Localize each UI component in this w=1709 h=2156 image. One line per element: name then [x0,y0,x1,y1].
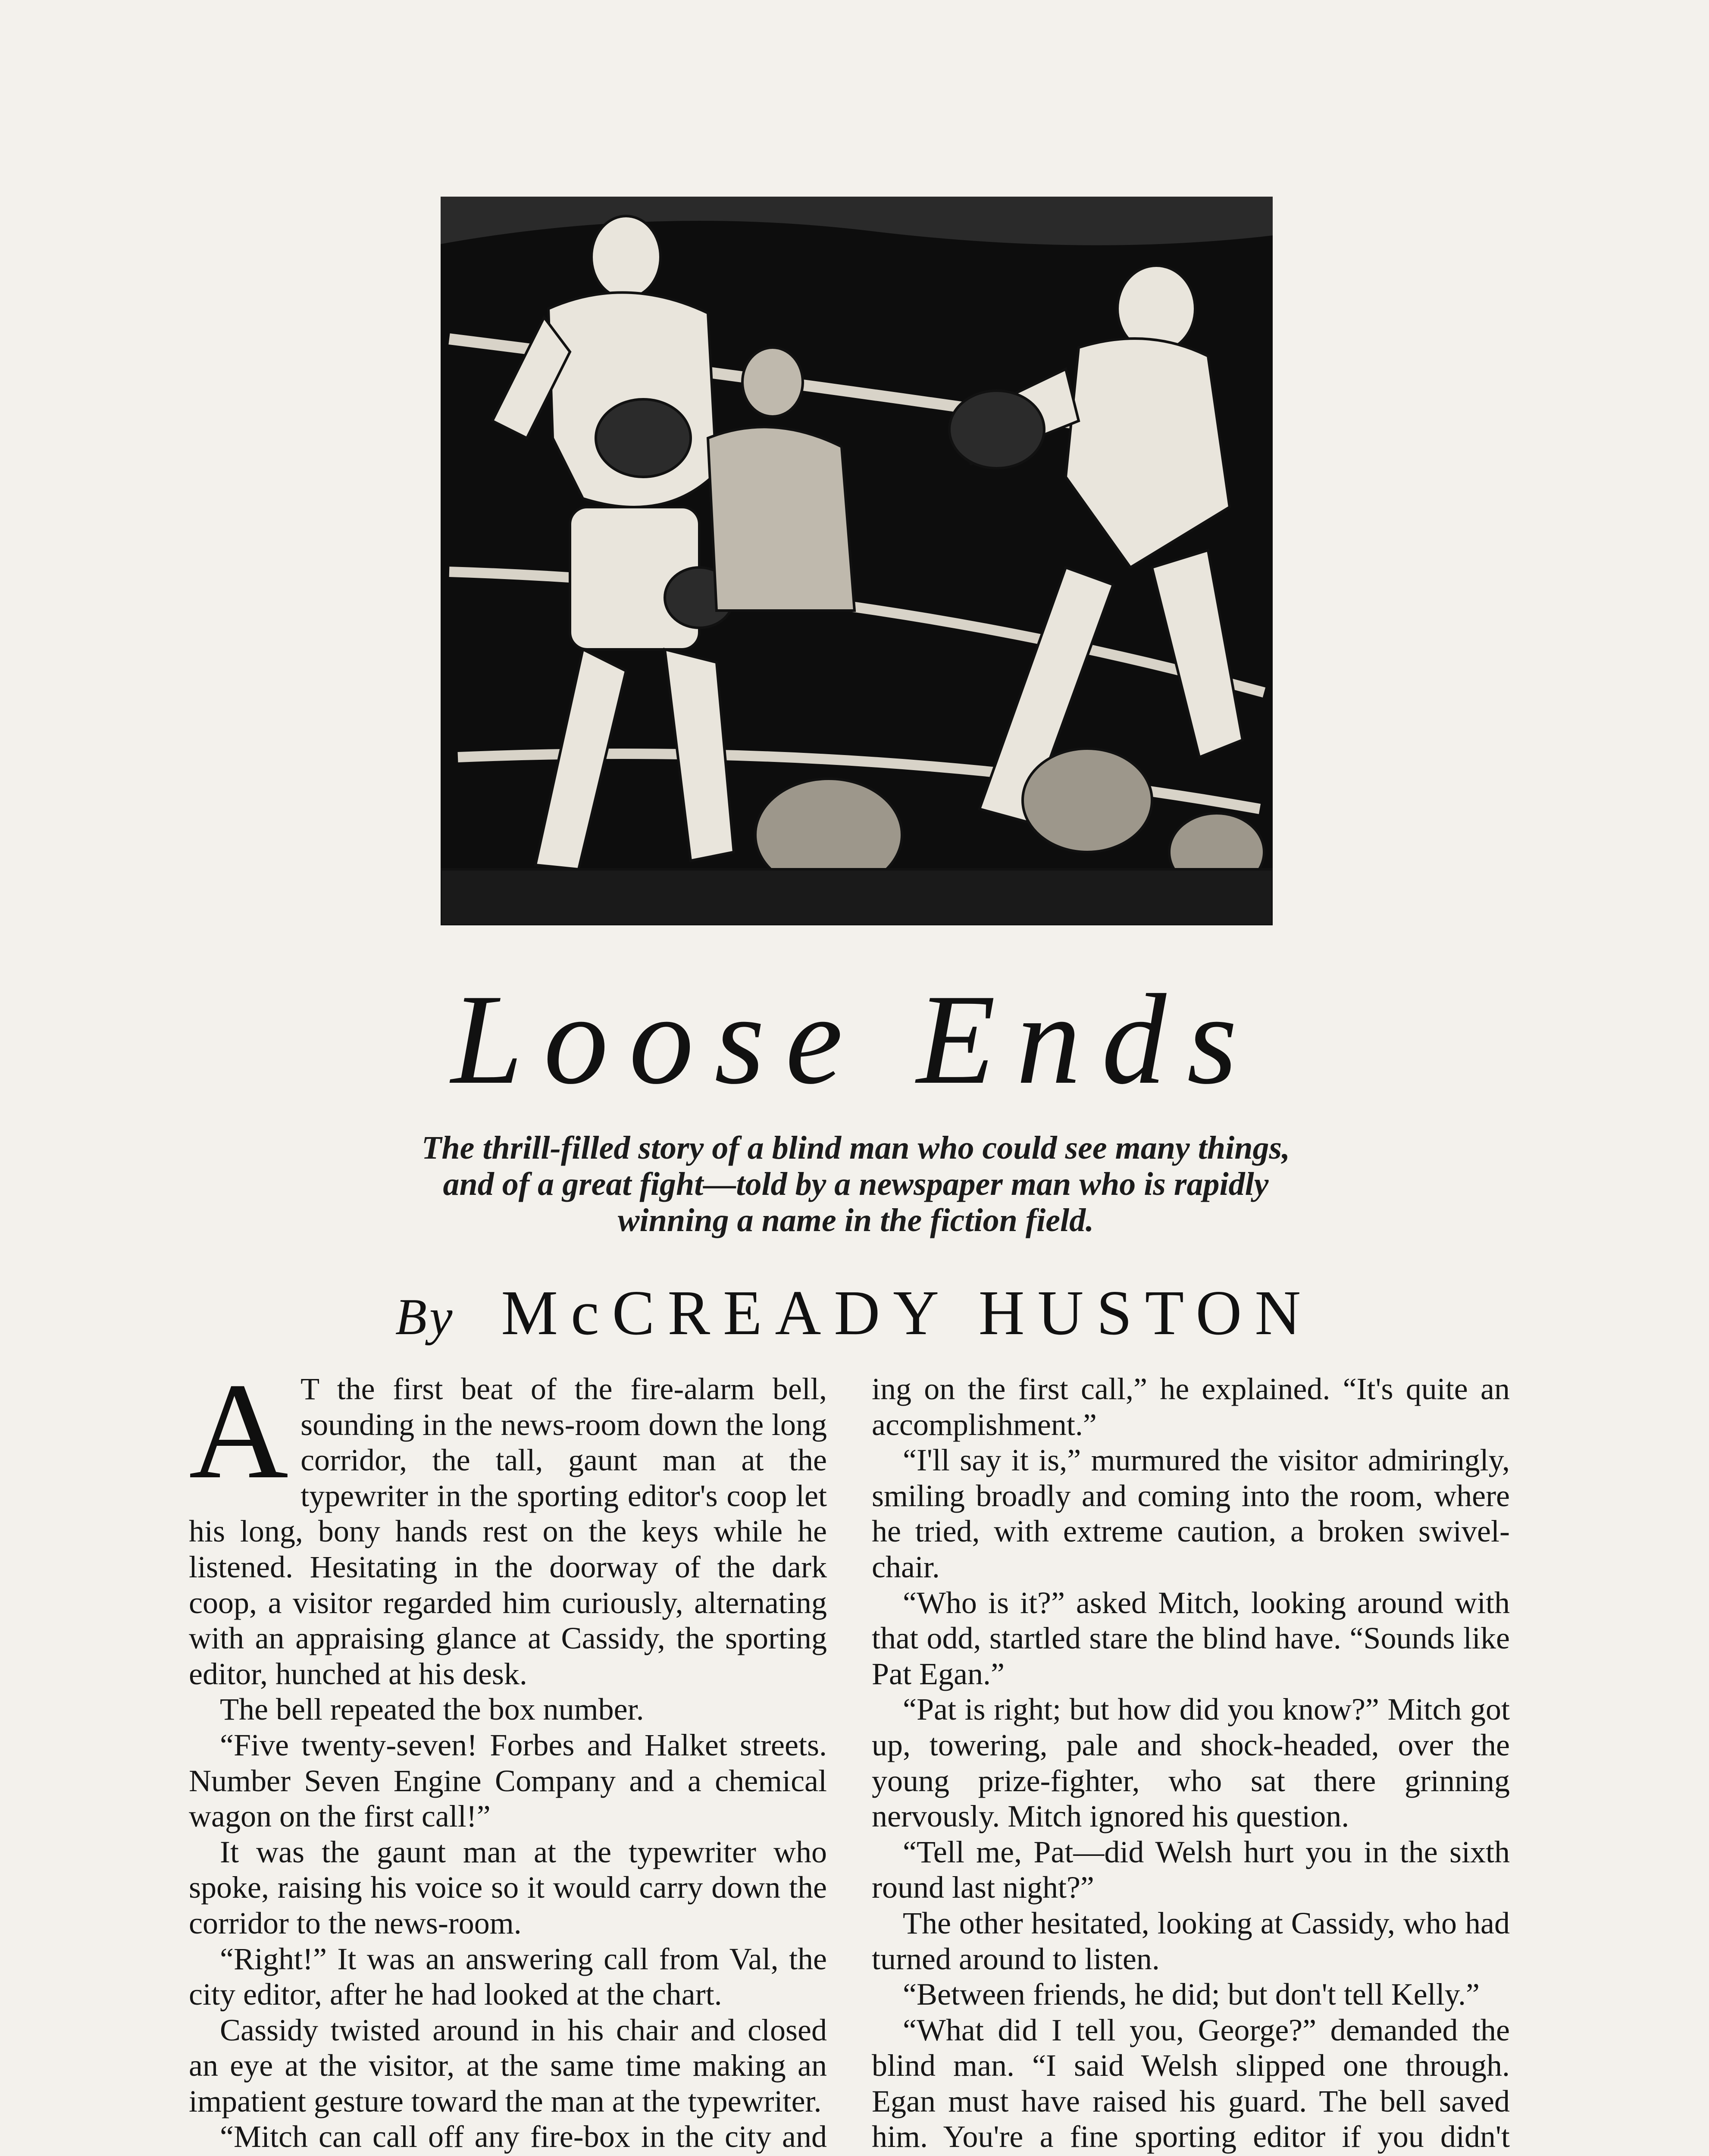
drop-cap: A [189,1355,289,1507]
boxing-scene-drawing [441,197,1273,925]
paragraph: “What did I tell you, George?” demanded the blind man. “I said Welsh slipped one through. Egan must have raised his guard. The bell saved him. You're a fine sporting editor if you didn't [872,2012,1510,2154]
paragraph: “Pat is right; but how did you know?” Mitch got up, towering, pale and shock-headed, over the young prize-fighter, who sat there grinning nervously. Mitch ignored his question. [872,1692,1510,1834]
paragraph: “Five twenty-seven! Forbes and Halket streets. Number Seven Engine Company and a chemical wagon on the first call!” [189,1727,827,1834]
byline-author: McCREADY HUSTON [501,1278,1314,1348]
paragraph: “Tell me, Pat—did Welsh hurt you in the sixth round last night?” [872,1834,1510,1905]
paragraph: Cassidy twisted around in his chair and closed an eye at the visitor, at the same time making an impatient gesture toward the man at the typewriter. [189,2012,827,2118]
byline-by: By [395,1288,455,1345]
paragraph: ing on the first call,” he explained. “It's quite an accomplishment.” [872,1372,1510,1442]
paragraph: It was the gaunt man at the typewriter who spoke, raising his voice so it would carry down the corridor to the news-room. [189,1834,827,1940]
paragraph: “Between friends, he did; but don't tell Kelly.” [903,1977,1480,2012]
story-column-left [189,1355,827,2156]
byline [0,1276,1709,1354]
paragraph: “Right!” It was an answering call from Val, the city editor, after he had looked at the chart. [189,1941,827,2012]
paragraph: T the first beat of the fire-alarm bell, sounding in the news-room down the long corridor, the tall, gaunt man at the typewriter in the sporting editor's coop let his long, bony hands rest on the keys while he listened. Hesitating in the doorway of the dark coop, a visitor regarded him curiously, alternating with an appraising glance at Cassidy, the sporting editor, hunched at his desk. [189,1372,827,1691]
paragraph: “Who is it?” asked Mitch, looking around with that odd, startled stare the blind have. “Sounds like Pat Egan.” [872,1585,1510,1691]
boxing-illustration [441,197,1273,925]
paragraph: The bell repeated the box number. [220,1692,644,1727]
story-column-right [872,1371,1510,2156]
paragraph: The other hesitated, looking at Cassidy, who had turned around to listen. [872,1905,1510,1976]
story-deck: The thrill-filled story of a blind man who could see many things, and of a great fight—told by a newspaper man who is rapidly winning a name in the fiction field. [421,1130,1290,1238]
paragraph: “I'll say it is,” murmured the visitor admiringly, smiling broadly and coming into the room, where he tried, with extreme caution, a broken swivel-chair. [872,1443,1510,1584]
paragraph: “Mitch can call off any fire-box in the city and [220,2119,827,2154]
story-title: Loose Ends [451,968,1258,1111]
